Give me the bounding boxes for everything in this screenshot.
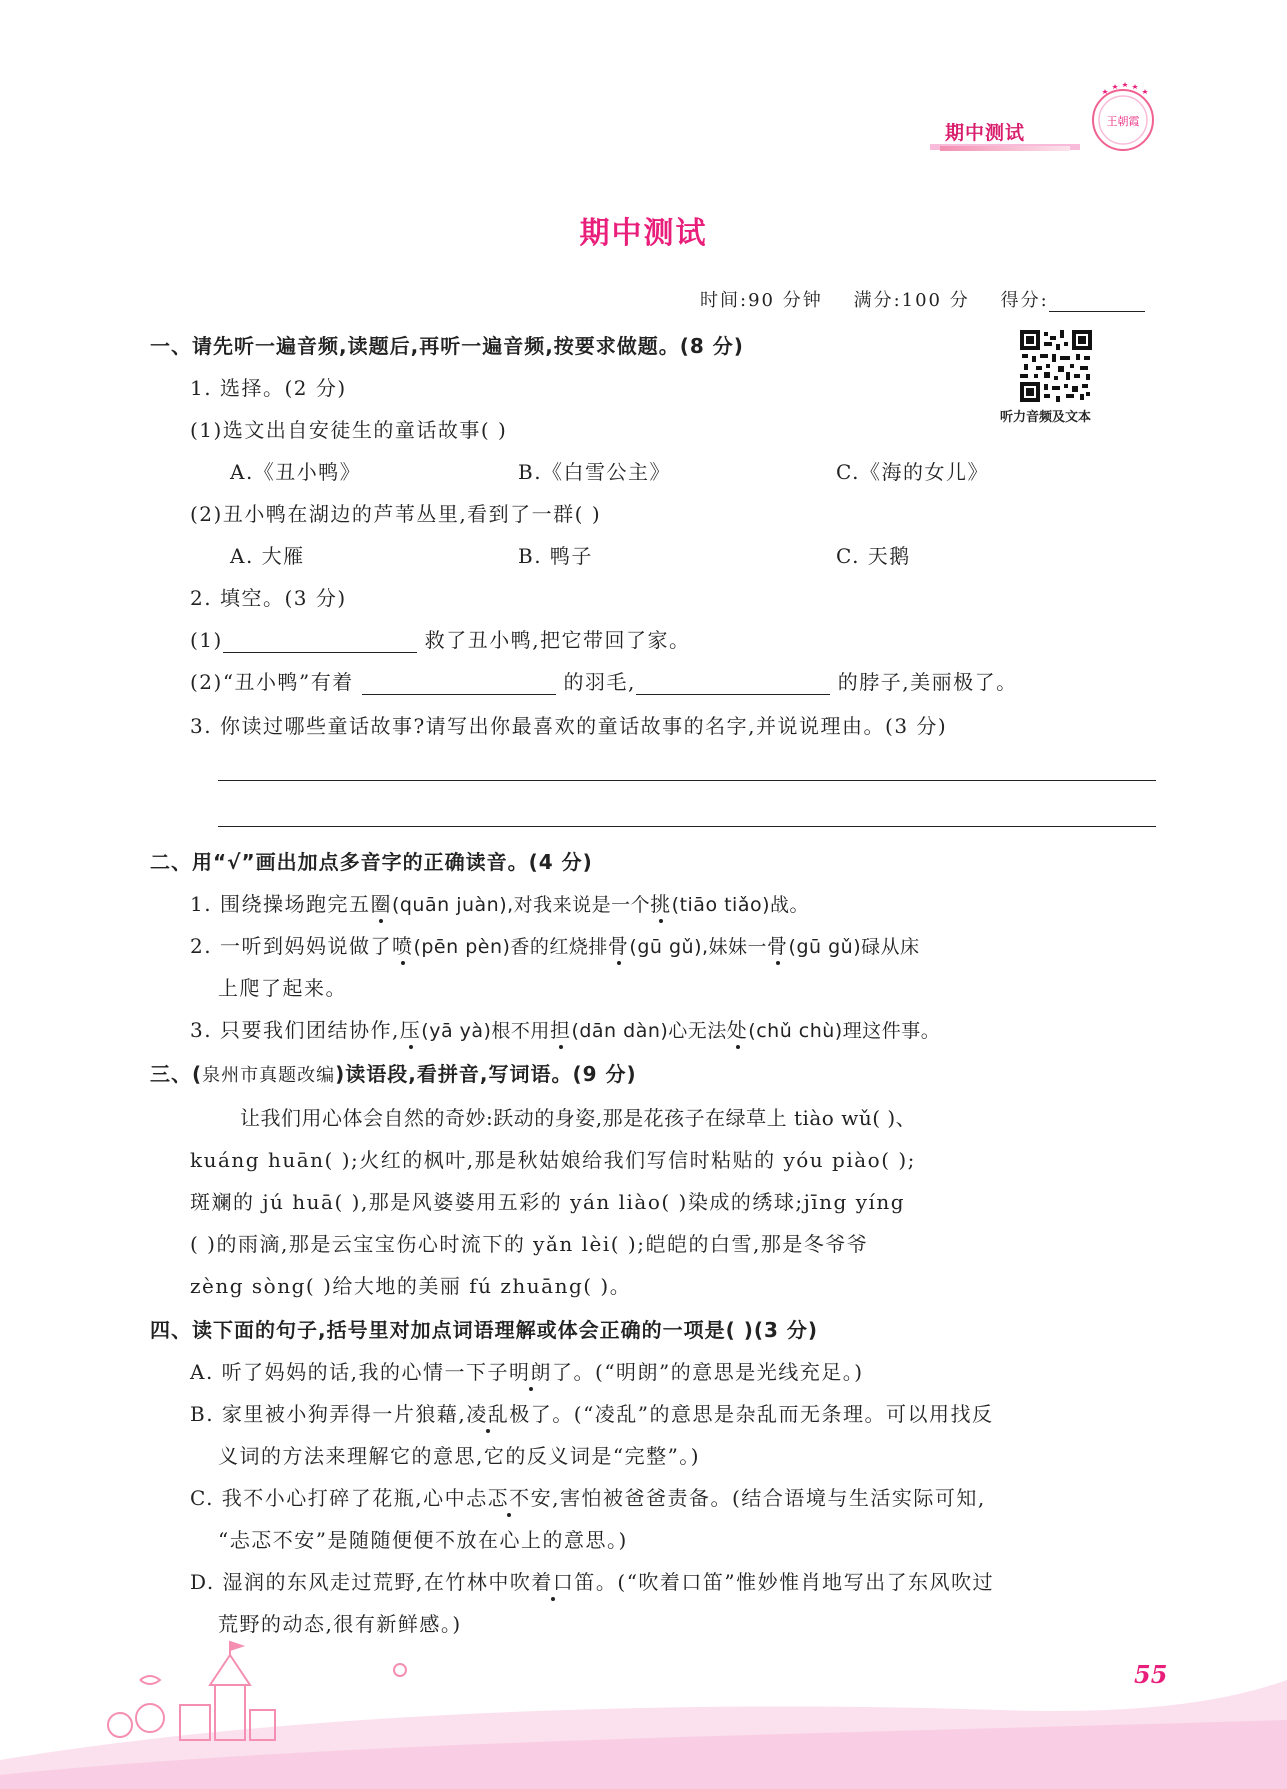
score-blank[interactable] [1049, 295, 1145, 312]
section-2-heading: 二、用“√”画出加点多音字的正确读音。(4 分) [150, 850, 593, 874]
s4-option-c-cont: “忐忑不安”是随随便便不放在心上的意思。) [218, 1528, 628, 1552]
bottom-castle-decoration [0, 1640, 1287, 1789]
s1-q1-1-option-b: B.《白雪公主》 [518, 460, 672, 484]
answer-blank[interactable] [636, 674, 830, 695]
s3-para-line-5: zèng sòng( )给大地的美丽 fú zhuāng( )。 [190, 1274, 632, 1298]
header-tag: 期中测试 [945, 122, 1026, 144]
s4-option-a: A. 听了妈妈的话,我的心情一下子明朗了。(“明朗”的意思是光线充足。) [190, 1356, 864, 1385]
s4-option-c: C. 我不小心打碎了花瓶,心中忐忑不安,害怕被爸爸责备。(结合语境与生活实际可知, [190, 1482, 986, 1511]
qr-code-icon[interactable] [1020, 330, 1092, 402]
s3-para-line-3: 斑斓的 jú huā( ),那是风婆婆用五彩的 yán liào( )染成的绣球;jīng yíng [190, 1190, 906, 1214]
s2-line-2: 2. 一听到妈妈说做了喷(pēn pèn)香的红烧排骨(gū gǔ),妹妹一骨(gū gǔ)碌从床 [190, 930, 920, 959]
s4-option-b: B. 家里被小狗弄得一片狼藉,凌乱极了。(“凌乱”的意思是杂乱而无条理。可以用找反 [190, 1398, 994, 1427]
s1-q1-2-option-c: C. 天鹅 [836, 544, 911, 568]
s1-q2-2: (2)“丑小鸭”有着 的羽毛, 的脖子,美丽极了。 [190, 670, 1018, 694]
page-number: 55 [1134, 1660, 1168, 1689]
s3-para-line-2: kuáng huān( );火红的枫叶,那是秋姑娘给我们写信时粘贴的 yóu piào( ); [190, 1148, 916, 1172]
s4-option-d: D. 湿润的东风走过荒野,在竹林中吹着口笛。(“吹着口笛”惟妙惟肖地写出了东风吹过 [190, 1566, 994, 1595]
s4-option-b-cont: 义词的方法来理解它的意思,它的反义词是“完整”。) [218, 1444, 701, 1468]
source-note: 泉州市真题改编 [202, 1065, 336, 1086]
s1-q1-2-option-b: B. 鸭子 [518, 544, 593, 568]
answer-blank[interactable] [223, 632, 417, 653]
s3-para-line-4: ( )的雨滴,那是云宝宝伤心时流下的 yǎn lèi( );皑皑的白雪,那是冬爷爷 [190, 1232, 869, 1256]
s2-line-2-cont: 上爬了起来。 [218, 976, 347, 1000]
s3-para-line-1: 让我们用心体会自然的奇妙:跃动的身姿,那是花孩子在绿草上 tiào wǔ( )、 [240, 1106, 917, 1130]
s1-q1-2: (2)丑小鸭在湖边的芦苇丛里,看到了一群( ) [190, 502, 602, 526]
brand-logo [1086, 80, 1160, 154]
full-score-label: 满分:100 分 [853, 290, 970, 311]
header-underline [940, 146, 1070, 151]
answer-blank[interactable] [362, 674, 556, 695]
section-3-heading: 三、(泉州市真题改编)读语段,看拼音,写词语。(9 分) [150, 1062, 637, 1086]
s1-q3: 3. 你读过哪些童话故事?请写出你最喜欢的童话故事的名字,并说说理由。(3 分) [190, 714, 948, 738]
s2-line-1: 1. 围绕操场跑完五圈(quān juàn),对我来说是一个挑(tiāo tiǎo)战。 [190, 888, 809, 917]
s1-q1-2-option-a: A. 大雁 [230, 544, 305, 568]
exam-meta [700, 286, 1145, 312]
s4-option-d-cont: 荒野的动态,很有新鲜感。) [218, 1612, 462, 1636]
answer-line[interactable] [218, 826, 1156, 827]
s1-q1: 1. 选择。(2 分) [190, 376, 347, 400]
section-1-heading: 一、请先听一遍音频,读题后,再听一遍音频,按要求做题。(8 分) [150, 334, 744, 358]
qr-caption: 听力音频及文本 [1000, 410, 1092, 425]
s1-q1-1: (1)选文出自安徒生的童话故事( ) [190, 418, 508, 442]
svg-text:王朝霞: 王朝霞 [1106, 115, 1140, 128]
s1-q2: 2. 填空。(3 分) [190, 586, 347, 610]
s2-line-3: 3. 只要我们团结协作,压(yā yà)根不用担(dān dàn)心无法处(chǔ chù)理这件事。 [190, 1014, 940, 1043]
s1-q1-1-option-c: C.《海的女儿》 [836, 460, 989, 484]
section-4-heading: 四、读下面的句子,括号里对加点词语理解或体会正确的一项是( )(3 分) [150, 1318, 819, 1342]
page-title: 期中测试 [579, 216, 708, 251]
s1-q1-1-option-a: A.《丑小鸭》 [230, 460, 362, 484]
score-label: 得分: [1000, 290, 1049, 311]
time-label: 时间:90 分钟 [700, 290, 823, 311]
answer-line[interactable] [218, 780, 1156, 781]
s1-q2-1: (1) 救了丑小鸭,把它带回了家。 [190, 628, 691, 652]
